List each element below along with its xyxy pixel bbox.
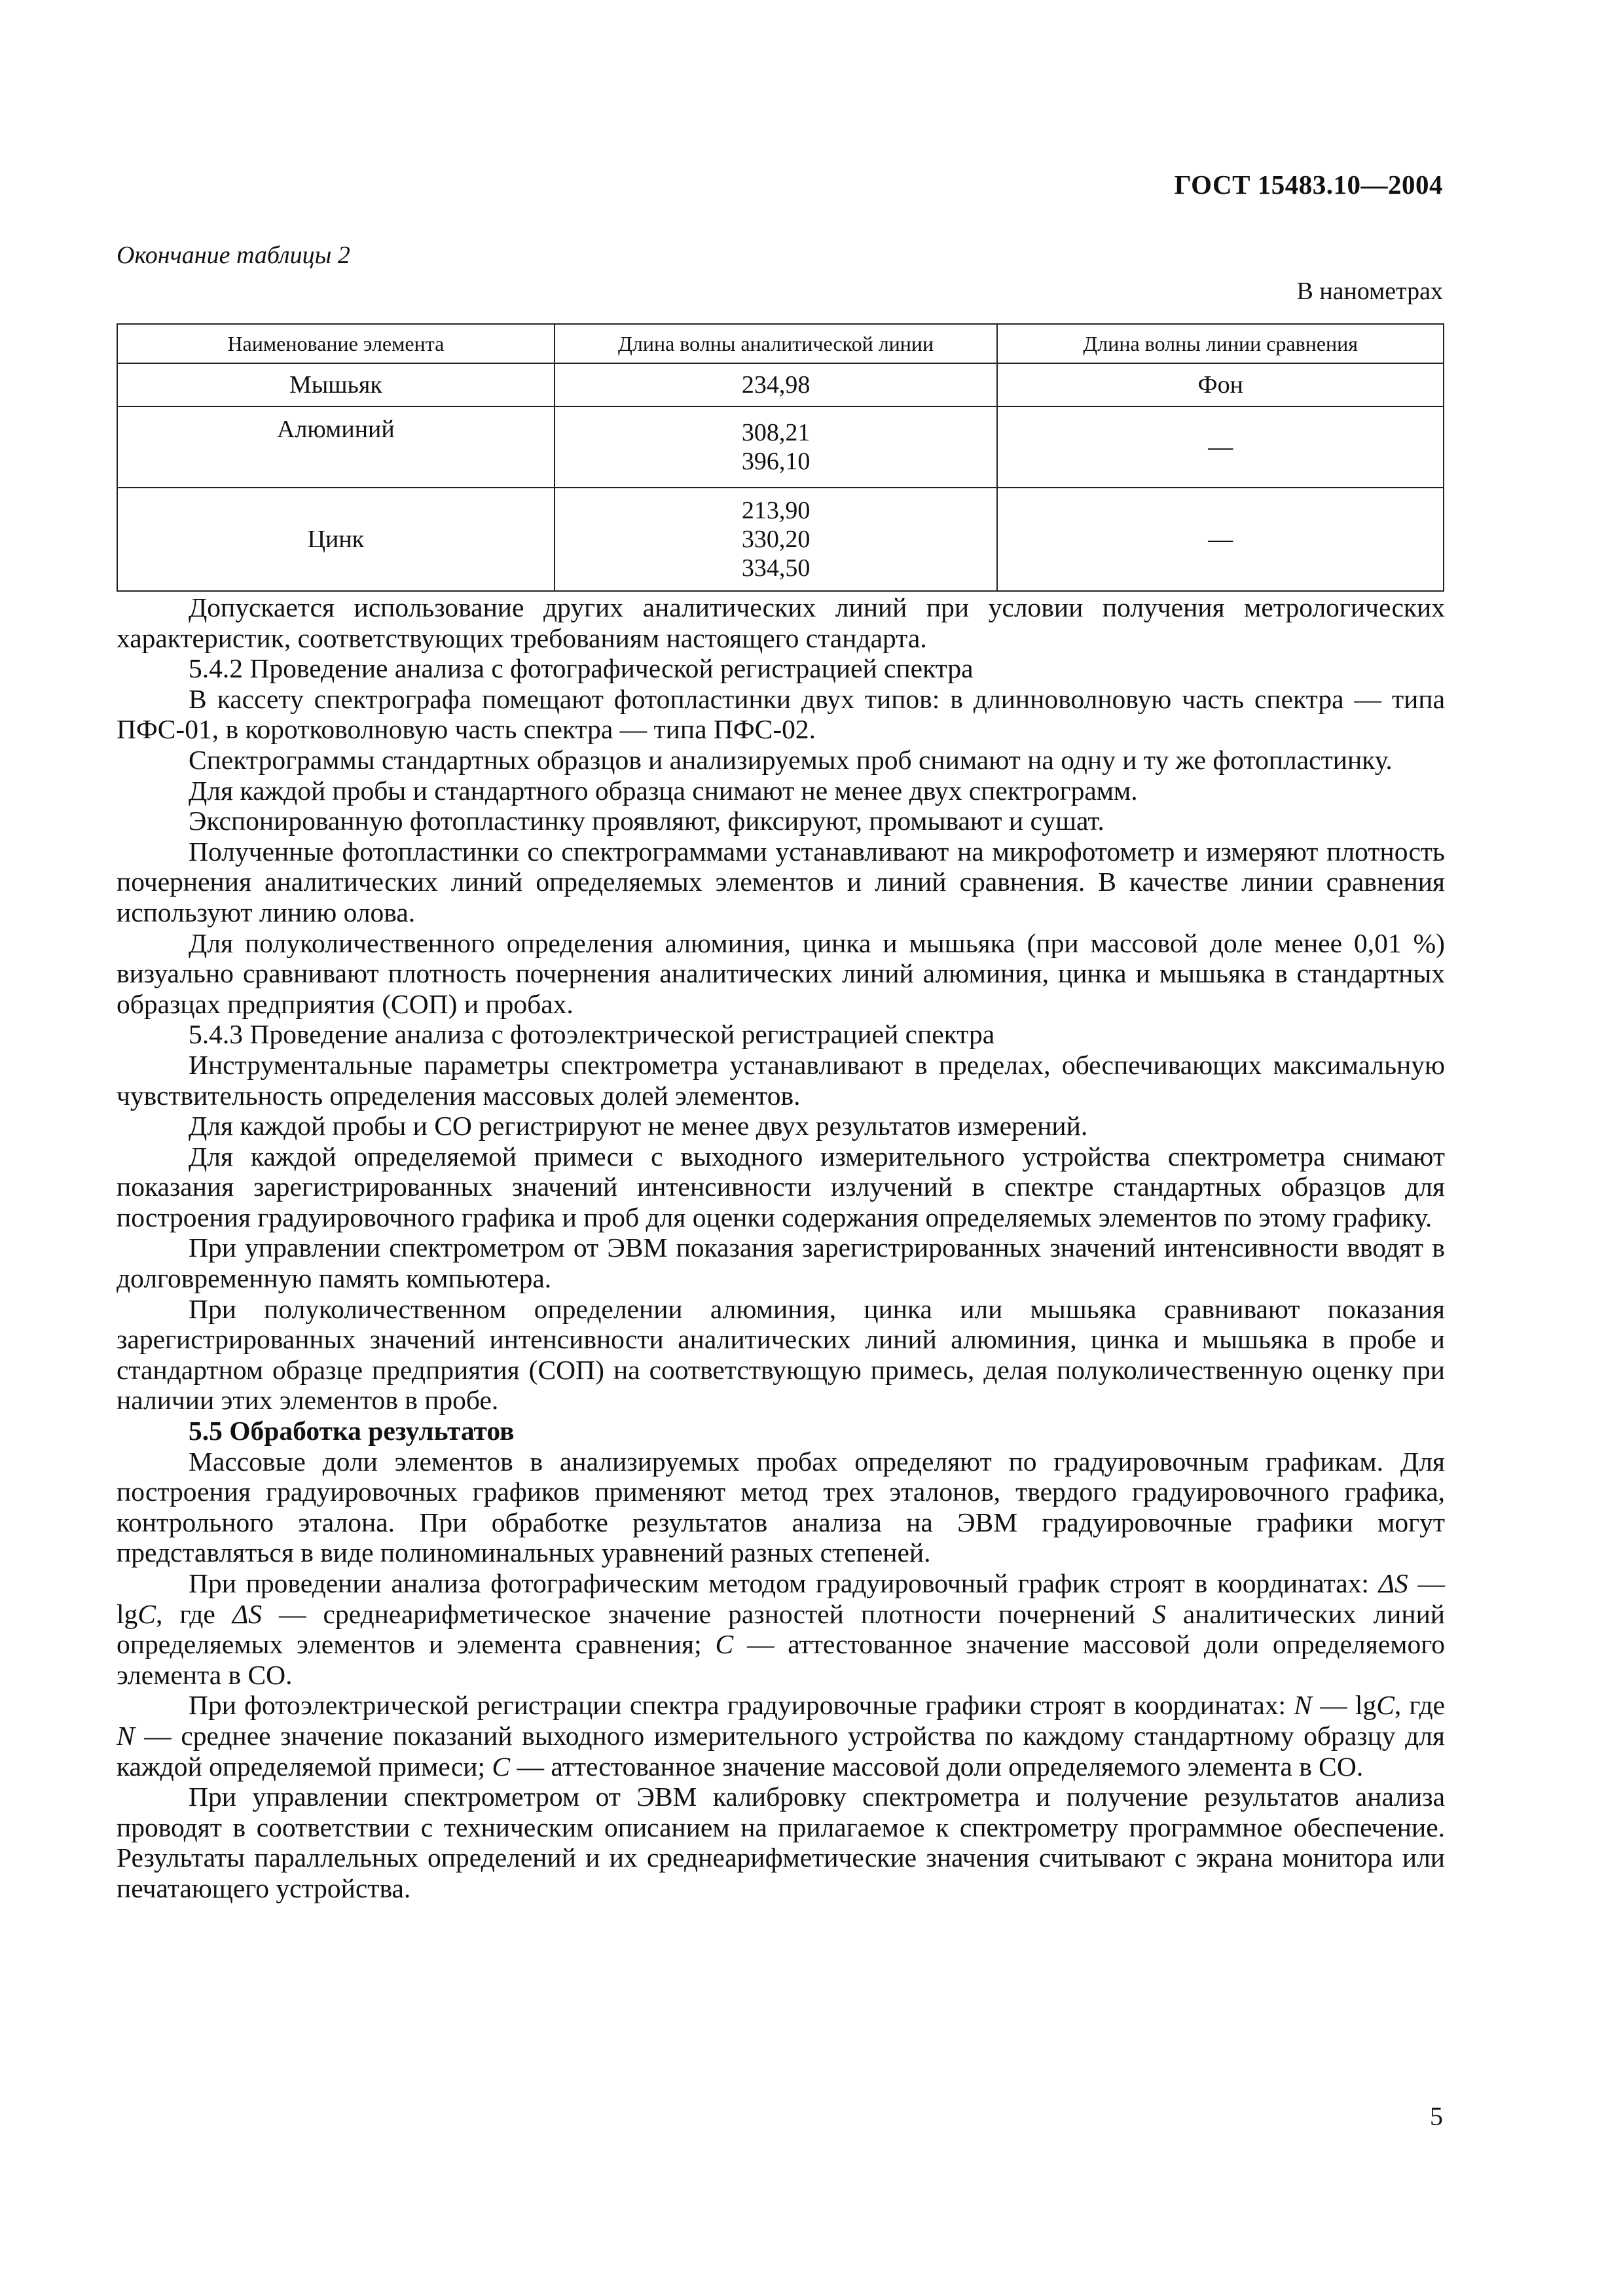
table-row xyxy=(117,488,1444,591)
wavelength-value: 396,10 xyxy=(741,448,811,475)
formula-symbol: C xyxy=(137,1598,156,1629)
paragraph: Для каждой пробы и стандартного образца снимают не менее двух спектрограмм. xyxy=(189,775,1138,806)
page-number: 5 xyxy=(1430,2102,1443,2131)
table-units-note: В нанометрах xyxy=(1296,278,1443,305)
paragraph: В кассету спектрографа помещают фотопластинки двух типов: в длинноволновую часть спектра — типа ПФС-01, в коротковолновую часть спектра — типа ПФС-02. xyxy=(117,683,1445,745)
text-run: При проведении анализа фотографическим методом градуировочный график строят в координатах: xyxy=(189,1568,1379,1598)
wavelength-value: 213,90 xyxy=(741,497,811,524)
table-row xyxy=(117,406,1444,488)
text-run: При фотоэлектрической регистрации спектра градуировочные графики строят в координатах: xyxy=(189,1690,1294,1721)
paragraph-photographic-coordinates xyxy=(117,1568,1445,1690)
formula-symbol: C xyxy=(715,1629,734,1660)
section-heading-5-5: 5.5 Обработка результатов xyxy=(189,1416,515,1446)
body-text xyxy=(117,592,1445,1904)
text-run: аналитических линий определяемых элементов и элемента сравнения; xyxy=(117,1598,1445,1660)
text-run: — lg xyxy=(1311,1690,1377,1721)
text-run: — среднеарифметическое значение разностей плотности почернений xyxy=(261,1598,1153,1629)
column-header-analytical-line: Длина волны аналитической линии xyxy=(555,324,998,363)
formula-symbol: ΔS xyxy=(1378,1568,1408,1598)
text-run: — аттестованное значение массовой доли определяемого элемента в СО. xyxy=(510,1751,1364,1782)
column-header-element: Наименование элемента xyxy=(117,324,555,363)
comparison-line-cell: — xyxy=(997,488,1444,591)
section-heading-5-4-2: 5.4.2 Проведение анализа с фотографической регистрацией спектра xyxy=(189,653,974,684)
paragraph: Допускается использование других аналитических линий при условии получения метрологических характеристик, соответствующих требованиям настоящего стандарта. xyxy=(117,592,1445,653)
paragraph: Полученные фотопластинки со спектрограммами устанавливают на микрофотометр и измеряют плотность почернения аналитических линий определяемых элементов и линий сравнения. В качестве линии сравнения используют линию олова. xyxy=(117,836,1445,927)
standard-designation: ГОСТ 15483.10—2004 xyxy=(1174,170,1443,200)
text-run: , где xyxy=(155,1598,232,1629)
section-heading-5-4-3: 5.4.3 Проведение анализа с фотоэлектрической регистрацией спектра xyxy=(189,1019,995,1050)
formula-symbol: C xyxy=(1376,1690,1395,1721)
paragraph: Для полуколичественного определения алюминия, цинка и мышьяка (при массовой доле менее 0,01 %) визуально сравнивают плотность почернения аналитических линий алюминия, цинка и мышьяка в стандартных образцах предприятия (СОП) и пробах. xyxy=(117,927,1445,1019)
text-run: — lg xyxy=(117,1568,1446,1629)
paragraph: Инструментальные параметры спектрометра устанавливают в пределах, обеспечивающих максимальную чувствительность определения массовых долей элементов. xyxy=(117,1049,1445,1111)
analytical-line-cell xyxy=(555,406,998,488)
formula-symbol: S xyxy=(1152,1598,1166,1629)
formula-symbol: N xyxy=(1294,1690,1312,1721)
wavelength-value: 308,21 xyxy=(741,419,811,446)
paragraph: Для каждой пробы и СО регистрируют не менее двух результатов измерений. xyxy=(189,1111,1088,1141)
formula-symbol: ΔS xyxy=(232,1598,262,1629)
table-header-row xyxy=(117,324,1444,363)
element-name-cell: Алюминий xyxy=(117,406,555,488)
wavelength-value: 334,50 xyxy=(741,554,811,582)
paragraph-photoelectric-coordinates xyxy=(117,1690,1445,1782)
paragraph: Экспонированную фотопластинку проявляют, фиксируют, промывают и сушат. xyxy=(189,806,1104,836)
formula-symbol: C xyxy=(492,1751,511,1782)
comparison-line-cell: Фон xyxy=(997,363,1444,406)
element-name-cell: Мышьяк xyxy=(117,363,555,406)
column-header-comparison-line: Длина волны линии сравнения xyxy=(997,324,1444,363)
formula-symbol: N xyxy=(117,1720,135,1751)
table-caption: Окончание таблицы 2 xyxy=(117,242,350,269)
paragraph: При управлении спектрометром от ЭВМ показания зарегистрированных значений интенсивности вводят в долговременную память компьютера. xyxy=(117,1232,1445,1294)
analytical-line-cell xyxy=(555,363,998,406)
analytical-line-cell xyxy=(555,488,998,591)
text-run: — среднее значение показаний выходного измерительного устройства по каждому стандартному образцу для каждой определяемой примеси; xyxy=(117,1720,1445,1782)
wavelength-table xyxy=(117,323,1444,592)
paragraph: Спектрограммы стандартных образцов и анализируемых проб снимают на одну и ту же фотопластинку. xyxy=(189,744,1393,775)
paragraph: Для каждой определяемой примеси с выходного измерительного устройства спектрометра снимают показания зарегистрированных значений интенсивности излучений в спектре стандартных образцов для построения градуировочного графика и проб для оценки содержания определяемых элементов по этому графику. xyxy=(117,1141,1445,1232)
element-name-cell: Цинк xyxy=(117,488,555,591)
wavelength-value: 234,98 xyxy=(741,371,811,399)
text-run: — аттестованное значение массовой доли определяемого элемента в СО. xyxy=(117,1629,1445,1690)
wavelength-value: 330,20 xyxy=(741,526,811,553)
paragraph: При полуколичественном определении алюминия, цинка или мышьяка сравнивают показания зарегистрированных значений интенсивности аналитических линий алюминия, цинка и мышьяка в пробе и стандартном образце предприятия (СОП) на соответствующую примесь, делая полуколичественную оценку при наличии этих элементов в пробе. xyxy=(117,1293,1445,1416)
paragraph: Массовые доли элементов в анализируемых пробах определяют по градуировочным графикам. Для построения градуировочных графиков применяют метод трех эталонов, твердого градуировочного графика, контрольного эталона. При обработке результатов анализа на ЭВМ градуировочные графики могут представляться в виде полиноминальных уравнений разных степеней. xyxy=(117,1446,1445,1568)
table-row xyxy=(117,363,1444,406)
text-run: , где xyxy=(1394,1690,1446,1721)
paragraph: При управлении спектрометром от ЭВМ калибровку спектрометра и получение результатов анализа проводят в соответствии с техническим описанием на прилагаемое к спектрометру программное обеспечение. Результаты параллельных определений и их среднеарифметические значения считывают с экрана монитора или печатающего устройства. xyxy=(117,1782,1445,1903)
comparison-line-cell: — xyxy=(997,406,1444,488)
